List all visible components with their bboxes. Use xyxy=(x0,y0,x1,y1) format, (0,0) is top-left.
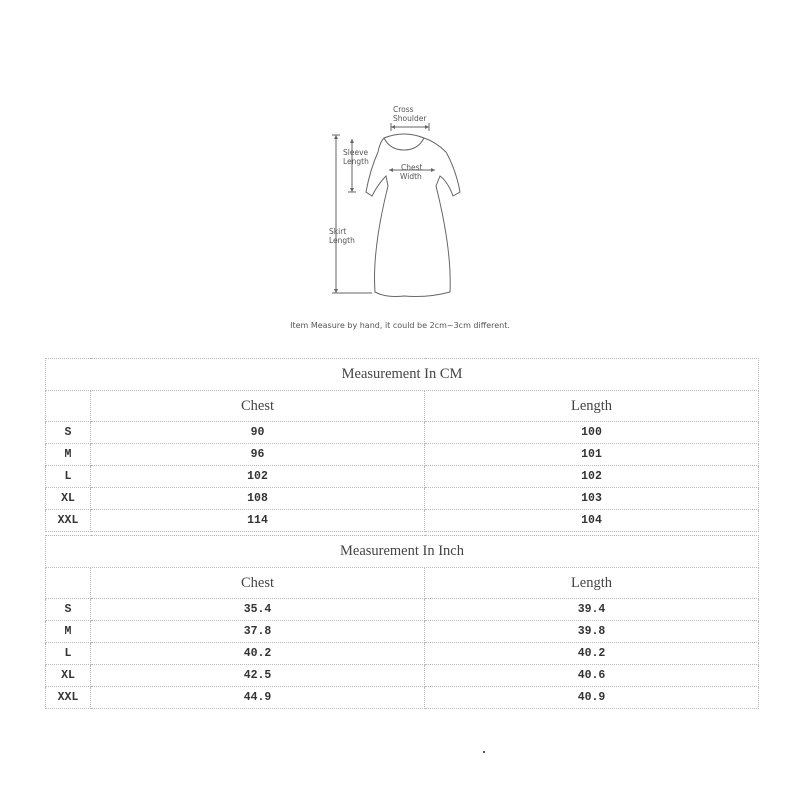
chest-value: 40.2 xyxy=(91,643,425,665)
dress-silhouette xyxy=(366,138,460,297)
table-row xyxy=(46,621,759,643)
sleeve-length-label-2: Length xyxy=(343,157,369,166)
length-value: 103 xyxy=(425,488,759,510)
table-row xyxy=(46,643,759,665)
table-row xyxy=(46,687,759,709)
table-title-inch: Measurement In Inch xyxy=(46,536,759,568)
measurement-note: Item Measure by hand, it could be 2cm~3cm different. xyxy=(290,321,510,330)
size-label: L xyxy=(46,643,91,665)
size-label: S xyxy=(46,599,91,621)
size-label: XXL xyxy=(46,687,91,709)
table-row xyxy=(46,444,759,466)
size-label: M xyxy=(46,621,91,643)
size-label: S xyxy=(46,422,91,444)
table-row xyxy=(46,599,759,621)
header-length: Length xyxy=(425,391,759,422)
size-label: M xyxy=(46,444,91,466)
chest-value: 96 xyxy=(91,444,425,466)
size-header-empty xyxy=(46,391,91,422)
table-row xyxy=(46,422,759,444)
chest-width-label-1: Chest xyxy=(401,163,423,172)
length-value: 101 xyxy=(425,444,759,466)
chest-value: 42.5 xyxy=(91,665,425,687)
chest-value: 37.8 xyxy=(91,621,425,643)
header-chest: Chest xyxy=(91,391,425,422)
table-title-cm: Measurement In CM xyxy=(46,359,759,391)
header-chest: Chest xyxy=(91,568,425,599)
chest-value: 114 xyxy=(91,510,425,532)
size-label: XL xyxy=(46,488,91,510)
chest-value: 102 xyxy=(91,466,425,488)
chest-value: 108 xyxy=(91,488,425,510)
length-value: 40.2 xyxy=(425,643,759,665)
sleeve-length-label-1: Sleeve xyxy=(343,148,369,157)
length-value: 40.9 xyxy=(425,687,759,709)
size-label: XL xyxy=(46,665,91,687)
length-value: 104 xyxy=(425,510,759,532)
cross-shoulder-label-2: Shoulder xyxy=(393,114,427,123)
length-value: 39.8 xyxy=(425,621,759,643)
length-value: 102 xyxy=(425,466,759,488)
length-value: 39.4 xyxy=(425,599,759,621)
size-table-cm xyxy=(45,358,759,532)
chest-value: 44.9 xyxy=(91,687,425,709)
table-row xyxy=(46,665,759,687)
table-row xyxy=(46,466,759,488)
stray-dot xyxy=(483,751,485,753)
size-header-empty xyxy=(46,568,91,599)
size-table-inch xyxy=(45,535,759,709)
length-value: 40.6 xyxy=(425,665,759,687)
chest-value: 90 xyxy=(91,422,425,444)
cross-shoulder-label-1: Cross xyxy=(393,105,414,114)
table-row xyxy=(46,510,759,532)
chest-width-label-2: Width xyxy=(400,172,422,181)
size-label: XXL xyxy=(46,510,91,532)
length-value: 100 xyxy=(425,422,759,444)
size-label: L xyxy=(46,466,91,488)
dress-outline-illustration xyxy=(300,100,500,305)
skirt-length-label-1: Skirt xyxy=(329,227,347,236)
dress-measurement-diagram xyxy=(300,100,500,305)
skirt-length-label-2: Length xyxy=(329,236,355,245)
table-row xyxy=(46,488,759,510)
header-length: Length xyxy=(425,568,759,599)
chest-value: 35.4 xyxy=(91,599,425,621)
